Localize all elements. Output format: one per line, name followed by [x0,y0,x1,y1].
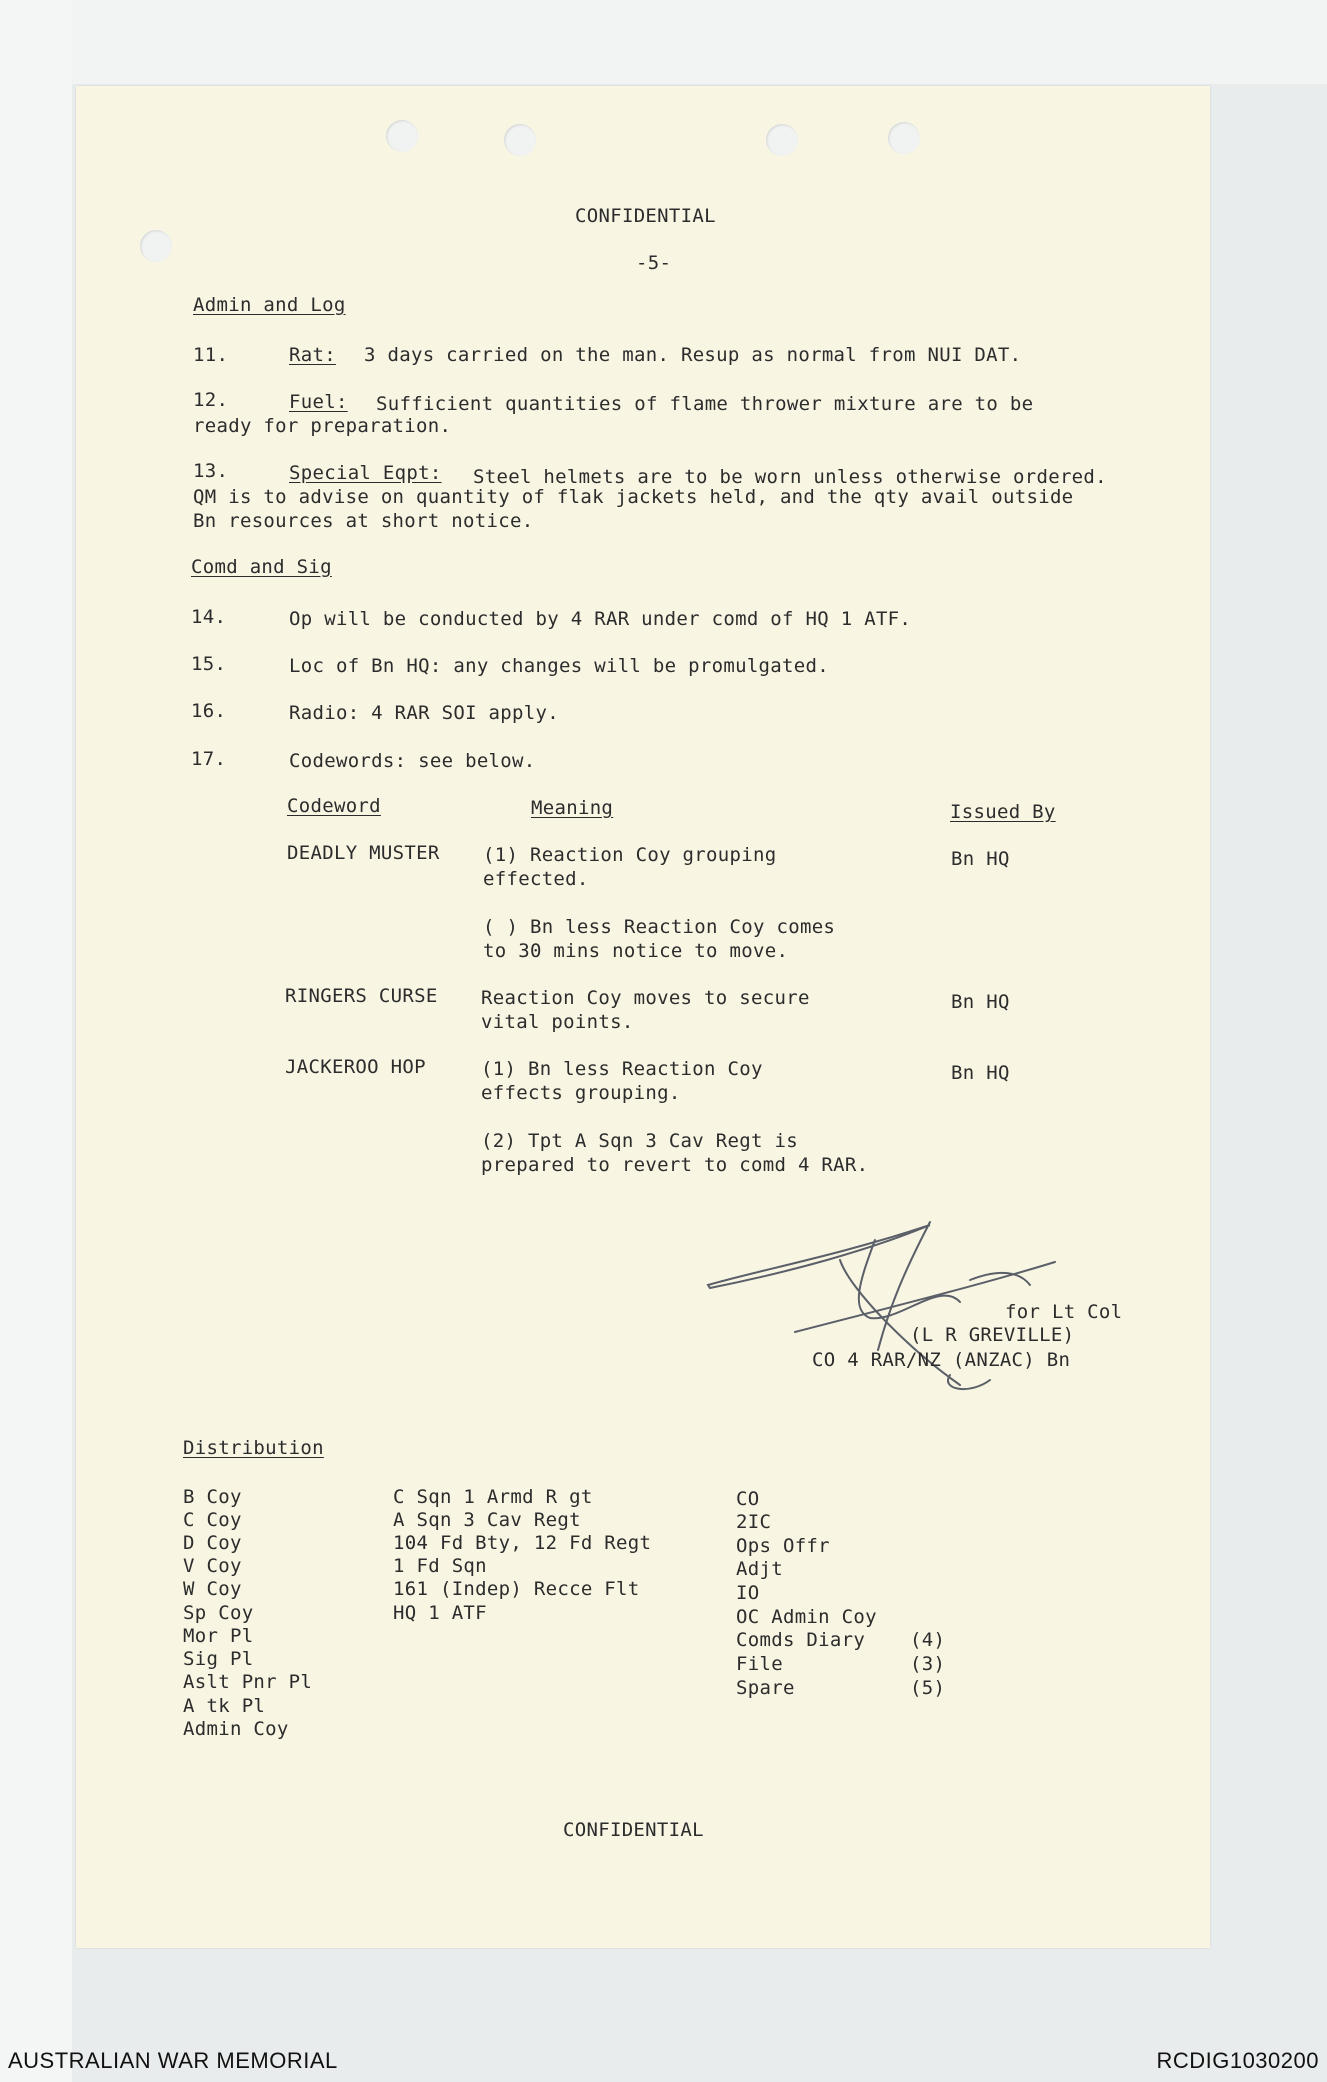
item-text: 3 days carried on the man. Resup as normal from NUI DAT. [364,344,1022,366]
codeword-meaning: Reaction Coy moves to secure [481,987,810,1009]
distribution-item: D Coy [183,1532,242,1554]
distribution-item: Ops Offr [736,1535,830,1557]
signature-name: (L R GREVILLE) [910,1324,1075,1346]
archive-institution: AUSTRALIAN WAR MEMORIAL [8,2048,338,2073]
meaning-column-header: Meaning [531,797,614,819]
punch-hole [140,230,172,262]
item-number: 11. [193,344,229,366]
item-text: Sufficient quantities of flame thrower mixture are to be [376,393,1034,415]
item-text-cont: QM is to advise on quantity of flak jackets held, and the qty avail outside [193,486,1074,508]
item-text: Radio: 4 RAR SOI apply. [289,702,559,724]
distribution-item: File [736,1653,783,1675]
codeword-issuer: Bn HQ [951,1062,1010,1084]
copy-count: (5) [910,1677,946,1699]
distribution-item: 161 (Indep) Recce Flt [393,1578,640,1600]
distribution-item: Spare [736,1677,795,1699]
distribution-item: Aslt Pnr Pl [183,1671,313,1693]
scan-background-left [0,0,72,2082]
punch-hole [504,124,536,156]
distribution-item: Admin Coy [183,1718,289,1740]
page-number: -5- [636,252,672,274]
distribution-item: OC Admin Coy [736,1606,877,1628]
distribution-item: A Sqn 3 Cav Regt [393,1509,581,1531]
distribution-item: A tk Pl [183,1695,266,1717]
scan-background-top [0,0,1327,84]
punch-hole [386,120,418,152]
item-label: Special Eqpt: [289,462,442,484]
codeword-name: JACKEROO HOP [285,1056,426,1078]
archive-id: RCDIG1030200 [1156,2048,1319,2073]
distribution-item: C Sqn 1 Armd R gt [393,1486,593,1508]
item-number: 13. [193,460,229,482]
section-heading-comd-sig: Comd and Sig [191,556,332,578]
copy-count: (4) [910,1629,946,1651]
classification-footer: CONFIDENTIAL [563,1819,704,1841]
item-number: 12. [193,389,229,411]
item-label: Fuel: [289,391,348,413]
distribution-item: B Coy [183,1486,242,1508]
distribution-item: 104 Fd Bty, 12 Fd Regt [393,1532,652,1554]
codeword-meaning-cont: effected. [483,868,589,890]
item-text-cont: Bn resources at short notice. [193,510,534,532]
codeword-issuer: Bn HQ [951,848,1010,870]
item-text: Codewords: see below. [289,750,536,772]
codeword-meaning-cont: to 30 mins notice to move. [483,940,789,962]
codeword-meaning-cont: effects grouping. [481,1082,681,1104]
item-number: 14. [191,606,227,628]
item-label: Rat: [289,344,336,366]
item-number: 16. [191,700,227,722]
codeword-meaning: (1) Bn less Reaction Coy [481,1058,763,1080]
codeword-name: RINGERS CURSE [285,985,438,1007]
punch-hole [888,122,920,154]
distribution-item: C Coy [183,1509,242,1531]
codeword-name: DEADLY MUSTER [287,842,440,864]
codeword-meaning-cont: prepared to revert to comd 4 RAR. [481,1154,869,1176]
item-text: Steel helmets are to be worn unless otherwise ordered. [473,466,1107,488]
item-number: 17. [191,748,227,770]
classification-header: CONFIDENTIAL [575,205,716,227]
distribution-item: Sp Coy [183,1602,254,1624]
signature-title: CO 4 RAR/NZ (ANZAC) Bn [812,1349,1071,1371]
distribution-item: Sig Pl [183,1648,254,1670]
section-heading-distribution: Distribution [183,1437,324,1459]
signature-rank: for Lt Col [1005,1301,1123,1323]
distribution-item: W Coy [183,1578,242,1600]
distribution-item: Adjt [736,1558,783,1580]
distribution-item: CO [736,1488,760,1510]
section-heading-admin-log: Admin and Log [193,294,346,316]
codeword-column-header: Codeword [287,795,381,817]
issued-by-column-header: Issued By [950,801,1056,823]
codeword-meaning: ( ) Bn less Reaction Coy comes [483,916,836,938]
item-number: 15. [191,653,227,675]
item-text: Op will be conducted by 4 RAR under comd of HQ 1 ATF. [289,608,912,630]
codeword-issuer: Bn HQ [951,991,1010,1013]
copy-count: (3) [910,1653,946,1675]
item-text: Loc of Bn HQ: any changes will be promulgated. [289,655,829,677]
distribution-item: V Coy [183,1555,242,1577]
distribution-item: HQ 1 ATF [393,1602,487,1624]
codeword-meaning: (2) Tpt A Sqn 3 Cav Regt is [481,1130,798,1152]
codeword-meaning: (1) Reaction Coy grouping [483,844,777,866]
codeword-meaning-cont: vital points. [481,1011,634,1033]
distribution-item: Comds Diary [736,1629,866,1651]
distribution-item: Mor Pl [183,1625,254,1647]
distribution-item: IO [736,1582,760,1604]
item-text-cont: ready for preparation. [193,415,452,437]
distribution-item: 1 Fd Sqn [393,1555,487,1577]
distribution-item: 2IC [736,1511,772,1533]
punch-hole [766,124,798,156]
